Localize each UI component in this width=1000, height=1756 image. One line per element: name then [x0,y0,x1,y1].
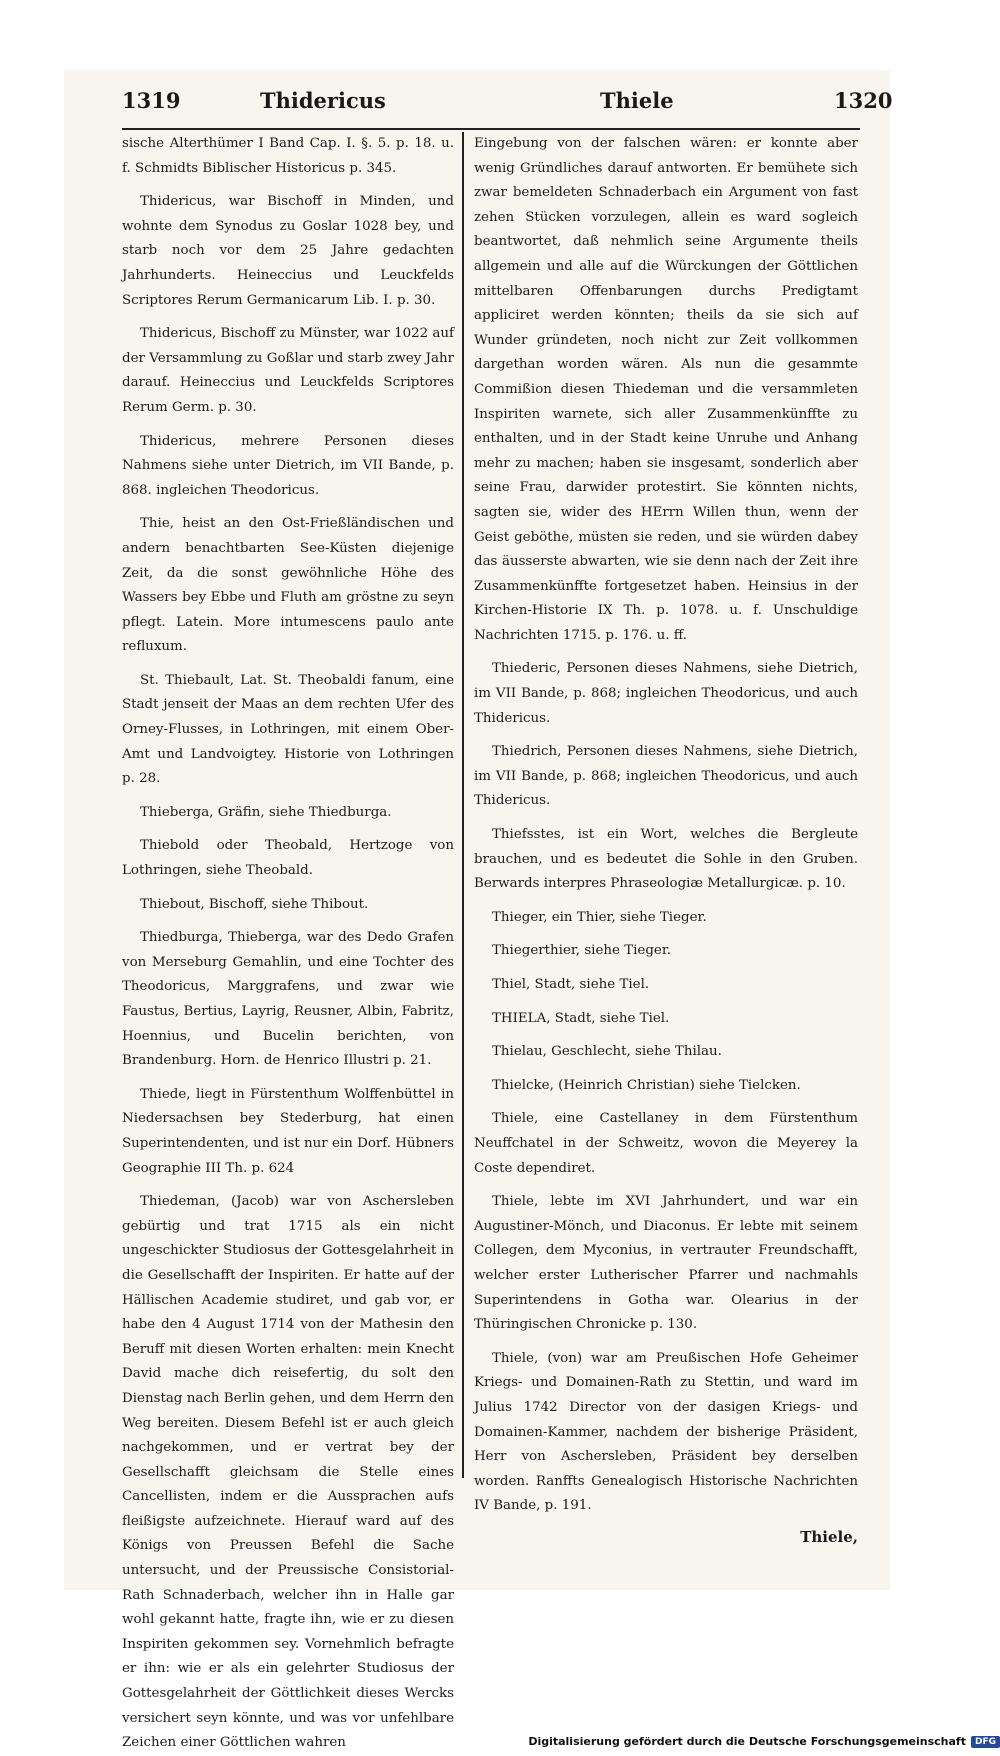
entry-thiegerthier: Thiegerthier, siehe Tieger. [492,943,672,959]
entry-thiedeman: Thiedeman, (Jacob) war von Aschersleben gebürtig und trat 1715 als ein nicht ungeschickter Studiosus der Gottesgelahrheit in die Gesellschafft der Inspiriten. Er hatte auf der Hällischen Academie studiret, und gab vor, er habe den 4 August 1714 von der Mathesin den Beruff mit diesen Worten erhalten: mein Knecht David mache dich reisefertig, du solt den Dienstag nach Berlin gehen, und dem Herrn den Weg bereiten. Diesem Befehl ist er auch gleich nachgekommen, und er vertrat bey der Gesellschafft gleichsam die Stelle eines Cancellisten, indem er die Aussprachen aufs fleißigste aufzeichnete. Hierauf ward auf des Königs von Preussen Befehl die Sache untersucht, und der Preussische Consistorial-Rath Schnaderbach, welcher ihn in Halle gar wohl gekannt hatte, fragte ihn, wie er zu diesen Inspiriten gekommen sey. Vornehmlich befragte er ihn: wie er als ein gelehrter Studiosus der Gottesgelahrheit der Göttlichkeit dieses Wercks versichert seyn könnte, und was vor unfehlbare Zeichen einer Göttlichen wahren [122,1194,454,1751]
entry-thiel: Thiel, Stadt, siehe Tiel. [492,977,650,992]
page-header [64,88,893,124]
right-page-number: 1320 [834,88,893,113]
entry-thiele-von: Thiele, (von) war am Preußischen Hofe Geheimer Kriegs- und Domainen-Rath zu Stettin, und ward im Julius 1742 Director von der dasigen Kriegs- und Domainen-Kammer, nachdem der bisherige Präsident, Herr von Aschersleben, Präsident bey derselben worden. Ranffts Genealogisch Historische Nachrichten IV Bande, p. 191. [474,1350,858,1514]
entry-thiedeman-continued: Eingebung von der falschen wären: er konnte aber wenig Gründliches darauf antworten. Er bemühete sich zwar bemeldeten Schnaderbach ein Argument von fast zehen Stücken vorzulegen, allein es ward sogleich beantwortet, daß nehmlich seine Argumente theils allgemein und alle auf die Würckungen der Göttlichen mittelbaren Offenbarungen durchs Predigtamt appliciret werden könnten; theils da sie sich auf Wunder gründeten, noch nicht zur Zeit vollkommen dargethan worden wären. Als nun die gesammte Commißion diesen Thiedeman und die versammleten Inspiriten warnete, sich aller Zusammenkünffte zu enthalten, und in der Stadt keine Unruhe und Anhang mehr zu machen; haben sie insgesamt, sonderlich aber seine Frau, darwider protestirt. Sie könnten nichts, sagten sie, wider des HErrn Willen thun, wenn der Geist geböthe, müsten sie reden, und sie würden dabey das äusserste abwarten, wie sie denn nach der Zeit ihre Zusammenkünffte fortgesetzet haben. Heinsius in der Kirchen-Historie IX Th. p. 1078. u. f. Unschuldige Nachrichten 1715. p. 176. u. ff. [474,136,858,643]
header-rule [122,128,860,130]
entry-thidericus-personen: Thidericus, mehrere Personen dieses Nahmens siehe unter Dietrich, im VII Bande, p. 868. ingleichen Theodoricus. [122,433,454,498]
entry-thiele-augustiner: Thiele, lebte im XVI Jahrhundert, und war ein Augustiner-Mönch, und Diaconus. Er lebte mit seinem Collegen, dem Myconius, in vertrauter Freundschafft, welcher erster Lutherischer Pfarrer und nachmahls Superintendens in Gotha war. Olearius in der Thüringischen Chronicke p. 130. [474,1194,858,1333]
entry-thieger: Thieger, ein Thier, siehe Tieger. [492,909,707,925]
right-column [474,132,858,1546]
footer-credit: Digitalisierung gefördert durch die Deutsche Forschungsgemeinschaft [528,1735,966,1748]
entry-continued: sische Alterthümer I Band Cap. I. §. 5. p. 18. u. f. Schmidts Biblischer Historicus p. 345. [122,136,454,176]
entry-thielcke: Thielcke, (Heinrich Christian) siehe Tielcken. [492,1077,801,1093]
left-running-title: Thidericus [260,88,386,113]
entry-thie: Thie, heist an den Ost-Frießländischen und andern benachtbarten See-Küsten diejenige Zeit, da die sonst gewöhnliche Höhe des Wassers bey Ebbe und Fluth am gröstne zu seyn pflegt. Latein. More intumescens paulo ante refluxum. [122,516,454,655]
entry-thiefsstes: Thiefsstes, ist ein Wort, welches die Bergleute brauchen, und es bedeutet die Sohle in den Gruben. Berwards interpres Phraseologiæ Metallurgicæ. p. 10. [474,827,858,892]
entry-thidericus-muenster: Thidericus, Bischoff zu Münster, war 1022 auf der Versammlung zu Goßlar und starb zwey Jahr darauf. Heineccius und Leuckfelds Scriptores Rerum Germ. p. 30. [122,326,454,415]
column-divider [462,132,464,1478]
left-page-number: 1319 [122,88,181,113]
entry-thiede: Thiede, liegt in Fürstenthum Wolffenbüttel in Niedersachsen bey Stederburg, hat einen Superintendenten, und ist nur ein Dorf. Hübners Geographie III Th. p. 624 [122,1086,454,1176]
entry-thiebout: Thiebout, Bischoff, siehe Thibout. [140,896,369,912]
entry-thiederic: Thiederic, Personen dieses Nahmens, siehe Dietrich, im VII Bande, p. 868; ingleichen Theodoricus, und auch Thidericus. [474,661,858,726]
catchword: Thiele, [800,1527,858,1546]
left-column [122,132,454,1751]
entry-thielau: Thielau, Geschlecht, siehe Thilau. [492,1044,722,1060]
dfg-logo-icon: DFG [971,1736,1000,1748]
entry-thidericus-minden: Thidericus, war Bischoff in Minden, und wohnte dem Synodus zu Goslar 1028 bey, und starb noch vor dem 25 Jahre gedachten Jahrhunderts. Heineccius und Leuckfelds Scriptores Rerum Germanicarum Lib. I. p. 30. [122,194,454,308]
right-running-title: Thiele [600,88,674,113]
entry-thiedburga: Thiedburga, Thieberga, war des Dedo Grafen von Merseburg Gemahlin, und eine Tochter des Theodoricus, Marggrafens, und zwar wie Faustus, Bertius, Layrig, Reusner, Albin, Fabritz, Hoennius, und Bucelin berichten, von Brandenburg. Horn. de Henrico Illustri p. 21. [122,930,454,1069]
entry-thiele-castellaney: Thiele, eine Castellaney in dem Fürstenthum Neuffchatel in der Schweitz, wovon die Meyerey la Coste dependiret. [474,1111,858,1176]
entry-thiebold: Thiebold oder Theobald, Hertzoge von Lothringen, siehe Theobald. [122,838,454,879]
entry-st-thiebault: St. Thiebault, Lat. St. Theobaldi fanum, eine Stadt jenseit der Maas an dem rechten Ufer des Orney-Flusses, in Lothringen, mit einem Ober-Amt und Landvoigtey. Historie von Lothringen p. 28. [122,672,454,787]
footer [528,1735,1000,1748]
entry-thiela: THIELA, Stadt, siehe Tiel. [492,1010,670,1026]
entry-thiedrich: Thiedrich, Personen dieses Nahmens, siehe Dietrich, im VII Bande, p. 868; ingleichen Theodoricus, und auch Thidericus. [474,744,858,809]
entry-thieberga: Thieberga, Gräfin, siehe Thiedburga. [140,804,392,820]
